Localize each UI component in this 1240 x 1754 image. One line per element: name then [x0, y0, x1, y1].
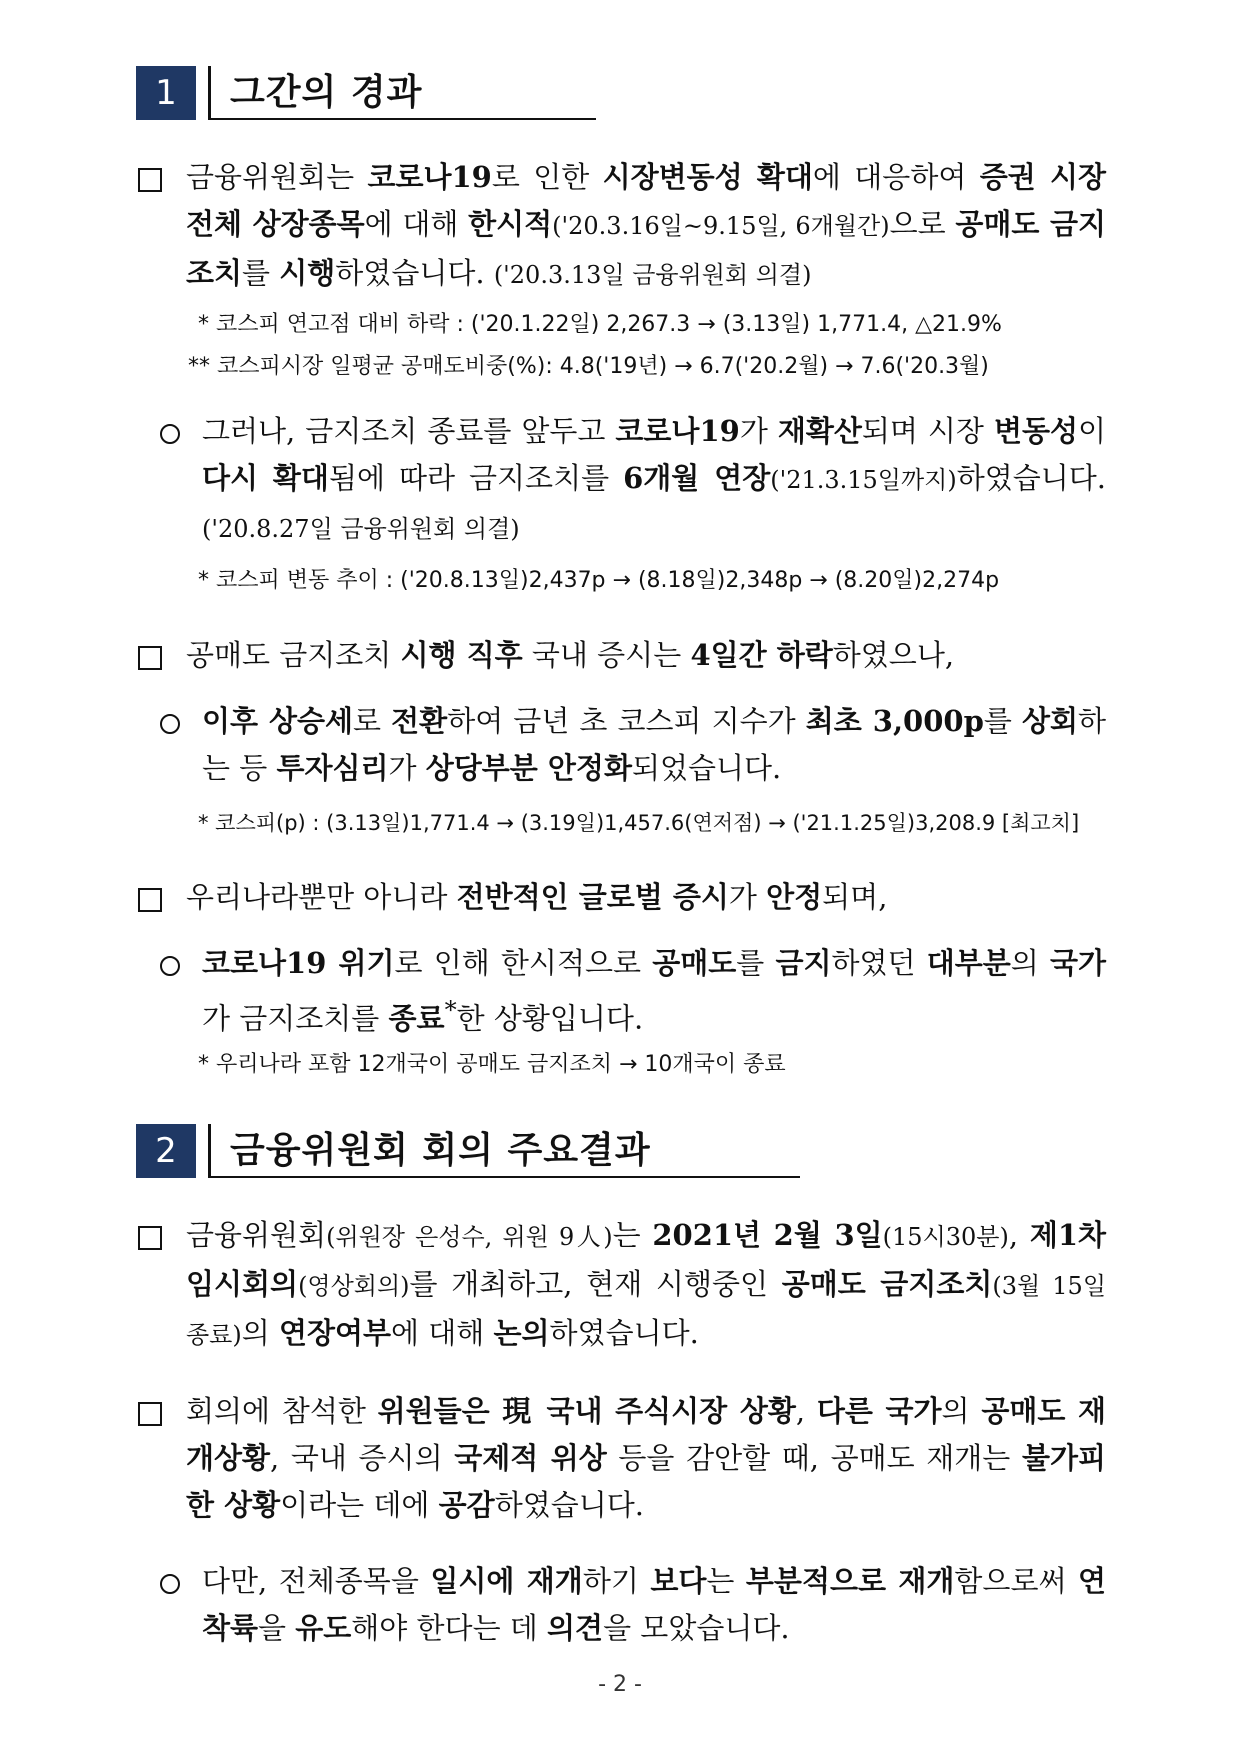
checkbox-bullet-icon [138, 1226, 162, 1250]
footnote: ** 코스피시장 일평균 공매도비중(%): 4.8('19년) → 6.7('20.2월) → 7.6('20.3월) [188, 354, 989, 379]
footnote: * 코스피 변동 추이 : ('20.8.13일)2,437p → (8.18일)2,348p → (8.20일)2,274p [198, 568, 1000, 593]
page-number: - 2 - [598, 1672, 642, 1697]
section-title: 그간의 경과 [230, 72, 423, 113]
paragraph: 금융위원회(위원장 은성수, 위원 9人)는 2021년 2월 3일(15시30분), 제1차 임시회의(영상회의)를 개최하고, 현재 시행중인 공매도 금지조치(3월 15일 종료)의 연장여부에 대해 논의하였습니다. [186, 1218, 1107, 1350]
section-number: 1 [136, 66, 196, 120]
circle-bullet-icon [160, 714, 180, 734]
section-title: 금융위원회 회의 주요결과 [230, 1130, 651, 1171]
paragraph: 금융위원회는 코로나19로 인한 시장변동성 확대에 대응하여 증권 시장 전체 상장종목에 대해 한시적('20.3.16일~9.15일, 6개월간)으로 공매도 금지조치를 시행하였습니다. ('20.3.13일 금융위원회 의결) [186, 160, 1106, 290]
divider [208, 66, 211, 120]
title-underline [210, 118, 596, 120]
section-number: 2 [136, 1124, 196, 1178]
footnote: * 코스피(p) : (3.13일)1,771.4 → (3.19일)1,457.6(연저점) → ('21.1.25일)3,208.9 [최고치] [198, 811, 1080, 835]
circle-bullet-icon [160, 956, 180, 976]
paragraph: 이후 상승세로 전환하여 금년 초 코스피 지수가 최초 3,000p를 상회하는 등 투자심리가 상당부분 안정화되었습니다. [202, 704, 1107, 785]
paragraph: 다만, 전체종목을 일시에 재개하기 보다는 부분적으로 재개함으로써 연착륙을 유도해야 한다는 데 의견을 모았습니다. [202, 1564, 1107, 1645]
paragraph: 그러나, 금지조치 종료를 앞두고 코로나19가 재확산되며 시장 변동성이 다시 확대됨에 따라 금지조치를 6개월 연장('21.3.15일까지)하였습니다. ('20.8.27일 금융위원회 의결) [202, 414, 1107, 543]
circle-bullet-icon [160, 1574, 180, 1594]
paragraph: 코로나19 위기로 인해 한시적으로 공매도를 금지하였던 대부분의 국가가 금지조치를 종료*한 상황입니다. [202, 946, 1107, 1036]
title-underline [210, 1176, 800, 1178]
paragraph: 우리나라뿐만 아니라 전반적인 글로벌 증시가 안정되며, [186, 880, 888, 914]
divider [208, 1124, 211, 1178]
checkbox-bullet-icon [138, 888, 162, 912]
circle-bullet-icon [160, 424, 180, 444]
paragraph: 회의에 참석한 위원들은 現 국내 주식시장 상황, 다른 국가의 공매도 재개상황, 국내 증시의 국제적 위상 등을 감안할 때, 공매도 재개는 불가피한 상황이라는 데에 공감하였습니다. [186, 1394, 1107, 1522]
footnote-marker: * [444, 996, 457, 1024]
footnote: * 우리나라 포함 12개국이 공매도 금지조치 → 10개국이 종료 [198, 1052, 786, 1077]
paragraph: 공매도 금지조치 시행 직후 국내 증시는 4일간 하락하였으나, [186, 638, 955, 672]
footnote: * 코스피 연고점 대비 하락 : ('20.1.22일) 2,267.3 → (3.13일) 1,771.4, △21.9% [198, 312, 1002, 337]
checkbox-bullet-icon [138, 168, 162, 192]
checkbox-bullet-icon [138, 646, 162, 670]
checkbox-bullet-icon [138, 1402, 162, 1426]
